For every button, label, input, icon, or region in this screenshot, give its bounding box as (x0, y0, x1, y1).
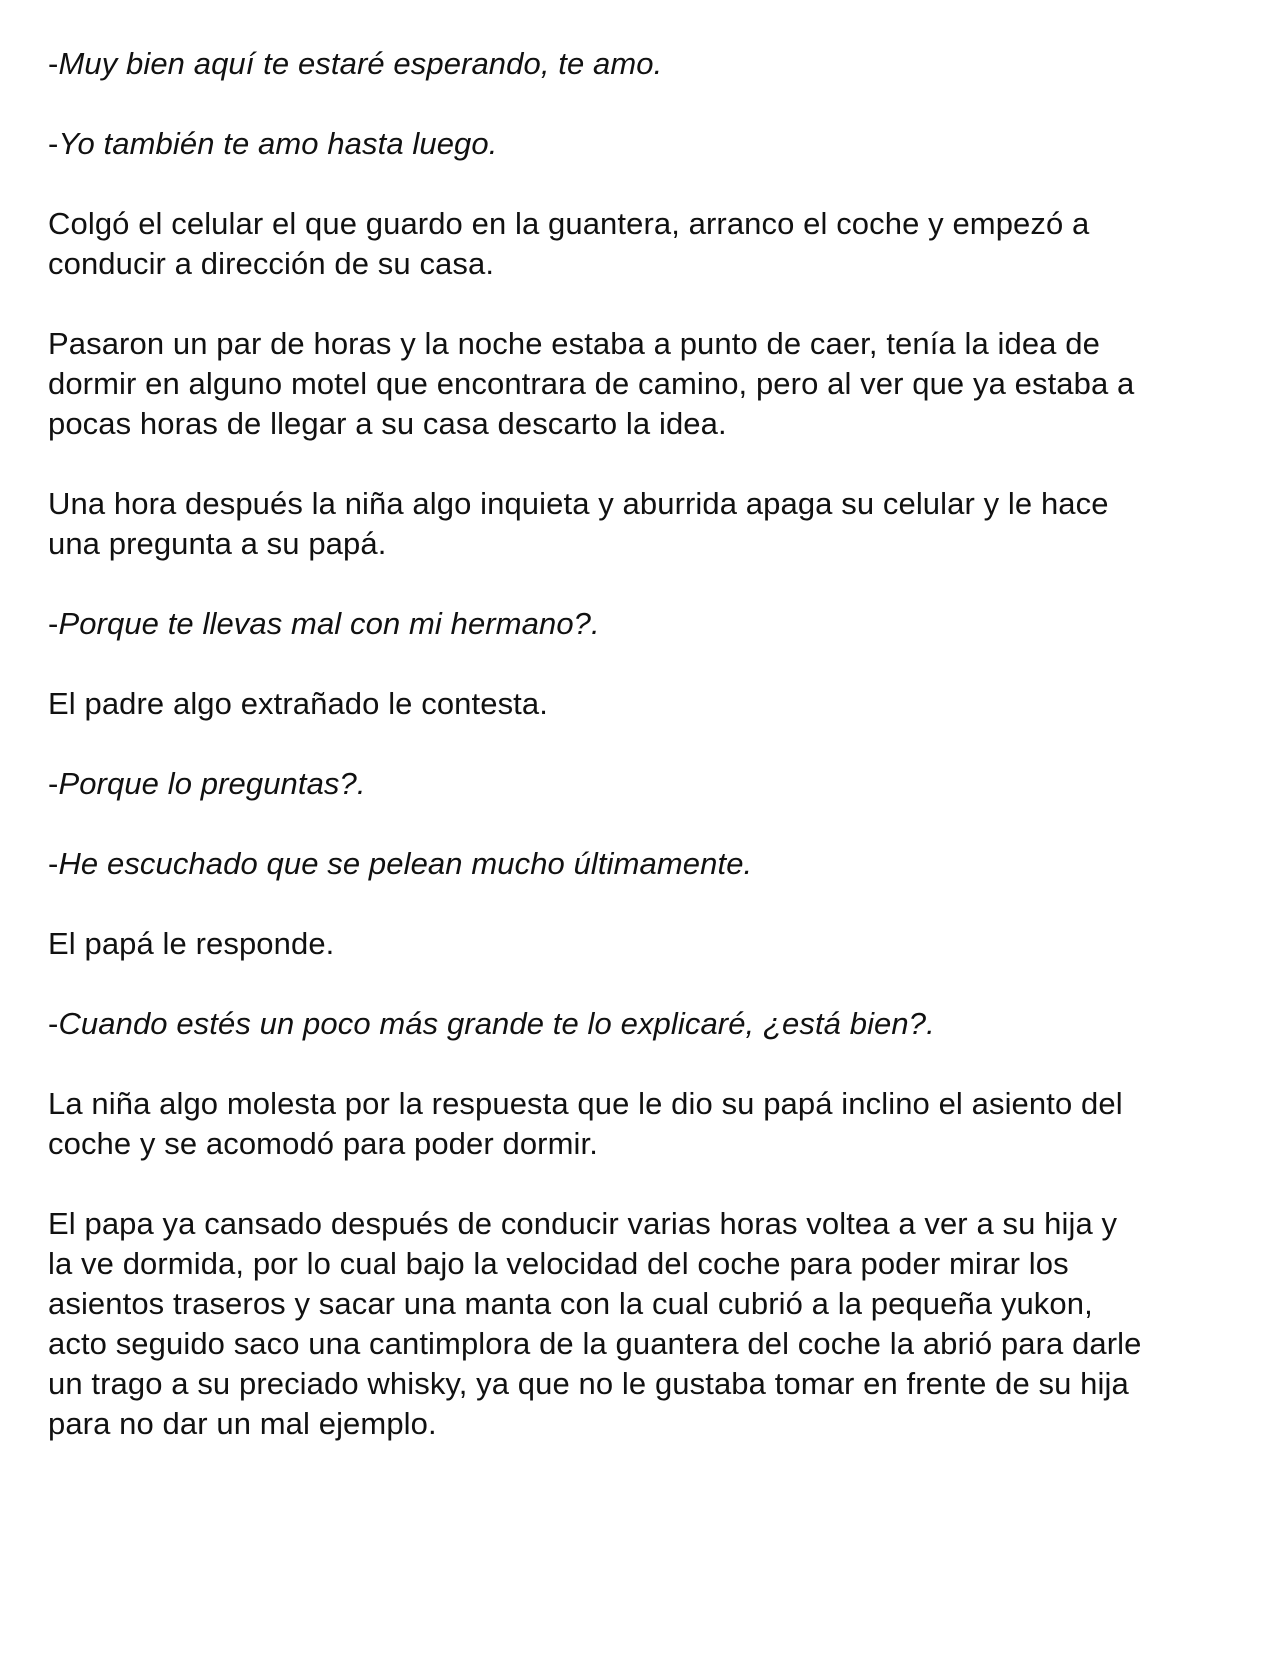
text-line: El papa ya cansado después de conducir varias horas voltea a ver a su hija y (48, 1206, 1118, 1241)
text-line: una pregunta a su papá. (48, 526, 387, 561)
text-line: Una hora después la niña algo inquieta y aburrida apaga su celular y le hace (48, 486, 1109, 521)
text-line: coche y se acomodó para poder dormir. (48, 1126, 598, 1161)
text-line: la ve dormida, por lo cual bajo la velocidad del coche para poder mirar los (48, 1246, 1069, 1281)
dialogue-paragraph (48, 124, 1248, 164)
dialogue-dash: - (48, 766, 59, 801)
narration-paragraph (48, 1084, 1248, 1164)
dialogue-text: Yo también te amo hasta luego. (58, 126, 498, 161)
dialogue-text: Porque te llevas mal con mi hermano?. (58, 606, 600, 641)
text-line: un trago a su preciado whisky, ya que no le gustaba tomar en frente de su hija (48, 1366, 1129, 1401)
narration-paragraph (48, 684, 1248, 724)
text-line: El padre algo extrañado le contesta. (48, 686, 548, 721)
text-line: acto seguido saco una cantimplora de la guantera del coche la abrió para darle (48, 1326, 1142, 1361)
narration-paragraph (48, 924, 1248, 964)
dialogue-dash: - (48, 46, 59, 81)
narration-paragraph (48, 324, 1248, 444)
dialogue-paragraph (48, 844, 1248, 884)
dialogue-text: Cuando estés un poco más grande te lo explicaré, ¿está bien?. (58, 1006, 935, 1041)
dialogue-paragraph (48, 604, 1248, 644)
narration-paragraph (48, 484, 1248, 564)
dialogue-dash: - (48, 126, 59, 161)
text-line: asientos traseros y sacar una manta con la cual cubrió a la pequeña yukon, (48, 1286, 1093, 1321)
narration-paragraph (48, 1204, 1248, 1444)
text-line: El papá le responde. (48, 926, 335, 961)
text-line: conducir a dirección de su casa. (48, 246, 495, 281)
dialogue-dash: - (48, 846, 59, 881)
dialogue-paragraph (48, 764, 1248, 804)
dialogue-text: Muy bien aquí te estaré esperando, te amo. (58, 46, 663, 81)
dialogue-dash: - (48, 1006, 59, 1041)
dialogue-paragraph (48, 44, 1248, 84)
narration-paragraph (48, 204, 1248, 284)
text-line: pocas horas de llegar a su casa descarto la idea. (48, 406, 727, 441)
dialogue-text: He escuchado que se pelean mucho últimamente. (58, 846, 753, 881)
text-line: para no dar un mal ejemplo. (48, 1406, 437, 1441)
text-line: Colgó el celular el que guardo en la guantera, arranco el coche y empezó a (48, 206, 1090, 241)
dialogue-text: Porque lo preguntas?. (58, 766, 366, 801)
text-line: La niña algo molesta por la respuesta que le dio su papá inclino el asiento del (48, 1086, 1123, 1121)
text-line: dormir en alguno motel que encontrara de camino, pero al ver que ya estaba a (48, 366, 1135, 401)
dialogue-paragraph (48, 1004, 1248, 1044)
text-line: Pasaron un par de horas y la noche estaba a punto de caer, tenía la idea de (48, 326, 1100, 361)
document-page (48, 44, 1248, 1444)
dialogue-dash: - (48, 606, 59, 641)
